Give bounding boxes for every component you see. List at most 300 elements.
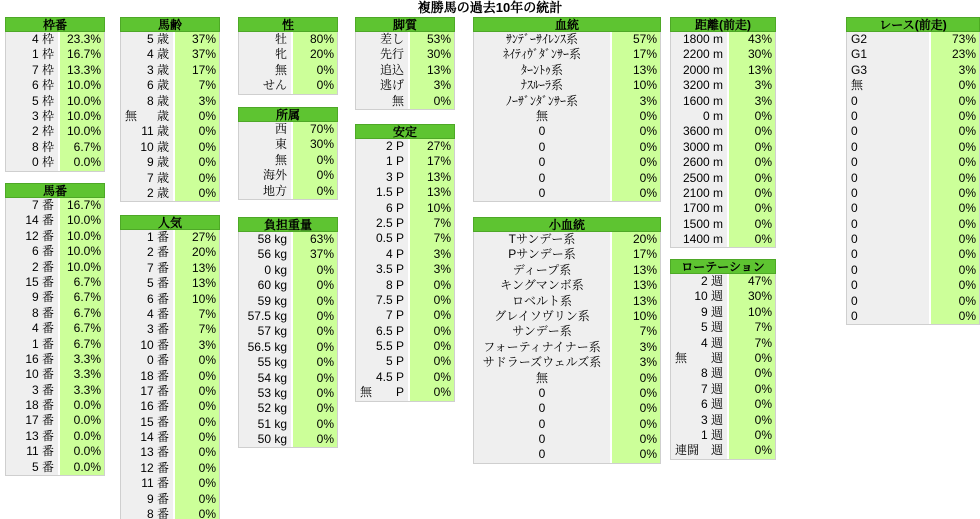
row-label-left: 0 — [851, 293, 858, 308]
row-value: 13% — [612, 278, 660, 293]
row-value: 0% — [175, 109, 219, 124]
stat-row — [671, 47, 775, 62]
stat-row — [121, 109, 219, 124]
row-label-right: 2100 m — [682, 185, 723, 200]
stat-row — [6, 306, 104, 321]
row-value: 0.0% — [60, 444, 104, 459]
row-value: 0% — [612, 371, 660, 386]
row-label — [671, 232, 729, 247]
row-value: 0% — [293, 324, 337, 339]
stat-row — [847, 309, 979, 324]
row-label — [356, 63, 410, 78]
row-label-right: 9 番 — [31, 290, 54, 305]
row-label — [121, 186, 175, 201]
stat-row — [847, 124, 979, 139]
row-label-right: 2 枠 — [31, 124, 54, 139]
table-wakuban — [5, 17, 105, 172]
row-label — [356, 385, 410, 400]
row-value: 0% — [612, 171, 660, 186]
row-label — [671, 443, 729, 458]
row-label-right: 6 番 — [31, 244, 54, 259]
row-label-right: 12 番 — [140, 460, 169, 475]
stat-row — [474, 47, 660, 62]
row-label — [239, 278, 293, 293]
row-label — [847, 109, 931, 124]
row-value: 10.0% — [60, 94, 104, 109]
stat-row — [6, 109, 104, 124]
row-label — [239, 153, 293, 168]
row-label — [356, 354, 410, 369]
row-label-right: 17 番 — [25, 413, 54, 428]
row-label-left: 0 — [851, 124, 858, 139]
page-title: 複勝馬の過去10年の統計 — [417, 0, 563, 15]
row-value: 3.3% — [60, 383, 104, 398]
stat-row — [356, 94, 454, 109]
row-label — [6, 383, 60, 398]
row-value: 0% — [175, 430, 219, 445]
row-label-right: ｻﾝﾃﾞｰｻｲﾚﾝｽ系 — [505, 32, 578, 46]
row-label — [6, 124, 60, 139]
row-label — [356, 170, 410, 185]
row-value: 10.0% — [60, 229, 104, 244]
stat-row — [121, 124, 219, 139]
row-label-right: 牡 — [274, 32, 287, 46]
stat-row — [239, 247, 337, 262]
row-value: 20% — [175, 245, 219, 260]
row-label — [356, 339, 410, 354]
row-label — [121, 399, 175, 414]
row-label-left: 無 — [360, 385, 373, 400]
row-label-right: 0 — [538, 170, 546, 185]
stat-row — [239, 294, 337, 309]
row-label — [121, 47, 175, 62]
row-value: 0% — [729, 397, 775, 412]
stat-row — [6, 140, 104, 155]
stat-row — [671, 171, 775, 186]
row-label — [474, 447, 612, 462]
row-label — [847, 278, 931, 293]
stat-row — [671, 320, 775, 335]
row-value: 13% — [175, 276, 219, 291]
row-label — [474, 371, 612, 386]
row-value: 0% — [293, 309, 337, 324]
stat-row — [121, 461, 219, 476]
row-label-right: 11 歳 — [141, 124, 169, 139]
row-value: 7% — [612, 324, 660, 339]
stat-row — [671, 201, 775, 216]
row-label-right: 追込 — [379, 62, 404, 77]
row-label — [6, 109, 60, 124]
row-value: 0% — [293, 153, 337, 168]
row-value: 0% — [729, 124, 775, 139]
row-value: 13% — [175, 261, 219, 276]
row-label — [671, 47, 729, 62]
stat-row — [6, 429, 104, 444]
row-label — [239, 294, 293, 309]
row-value: 0% — [729, 217, 775, 232]
stat-row — [671, 155, 775, 170]
table-kyakushitsu — [355, 17, 455, 110]
stat-row — [671, 124, 775, 139]
row-value: 3% — [729, 78, 775, 93]
row-value: 0% — [931, 294, 979, 309]
stat-row — [474, 371, 660, 386]
row-label — [671, 63, 729, 78]
row-value: 3.3% — [60, 367, 104, 382]
stat-row — [6, 275, 104, 290]
row-value: 0% — [729, 351, 775, 366]
row-label — [121, 322, 175, 337]
row-label-right: 無 — [274, 62, 287, 77]
row-value: 3.3% — [60, 352, 104, 367]
row-label-right: 6 枠 — [31, 78, 54, 93]
stat-row — [6, 155, 104, 170]
row-label — [671, 397, 729, 412]
row-label — [121, 140, 175, 155]
row-label-right: 4 番 — [31, 321, 54, 336]
row-label-left: 無 — [125, 108, 138, 123]
row-value: 6.7% — [60, 306, 104, 321]
row-label — [121, 78, 175, 93]
row-value: 3% — [410, 262, 454, 277]
row-label-right: 5 番 — [146, 276, 169, 291]
row-label — [671, 32, 729, 47]
row-label-right: 地方 — [262, 183, 287, 198]
row-value: 0% — [931, 201, 979, 216]
stat-row — [474, 324, 660, 339]
row-label — [671, 186, 729, 201]
row-label-left: 0 — [851, 247, 858, 262]
row-label — [239, 63, 293, 78]
stat-row — [121, 507, 219, 519]
stat-row — [671, 289, 775, 304]
row-label-right: 9 番 — [146, 491, 169, 506]
row-label — [239, 371, 293, 386]
row-label-right: 55 kg — [257, 355, 287, 370]
table-body — [238, 232, 338, 448]
row-value: 0.0% — [60, 429, 104, 444]
row-label — [671, 382, 729, 397]
row-label — [121, 476, 175, 491]
row-label-right: 5 P — [385, 354, 404, 369]
row-label — [847, 201, 931, 216]
row-value: 0% — [293, 355, 337, 370]
row-label — [671, 201, 729, 216]
row-label-left: G3 — [851, 62, 868, 77]
row-value: 7% — [410, 216, 454, 231]
row-label — [671, 171, 729, 186]
row-label-right: 50 kg — [257, 432, 287, 447]
row-label — [239, 263, 293, 278]
row-value: 3% — [729, 94, 775, 109]
stat-row — [474, 278, 660, 293]
row-value: 16.7% — [60, 198, 104, 213]
row-value: 53% — [410, 32, 454, 47]
stat-row — [474, 432, 660, 447]
row-value: 0% — [931, 247, 979, 262]
row-label-right: 0 — [538, 416, 546, 431]
stat-row — [121, 47, 219, 62]
row-label — [121, 171, 175, 186]
row-label — [239, 137, 293, 152]
stat-row — [356, 339, 454, 354]
row-label-left: 0 — [851, 201, 858, 216]
table-header-race: レース(前走) — [846, 17, 980, 32]
row-value: 0% — [729, 155, 775, 170]
stat-row — [239, 47, 337, 62]
stat-row — [671, 109, 775, 124]
row-value: 17% — [410, 154, 454, 169]
row-label-right: 1 週 — [700, 427, 723, 442]
row-value: 7% — [410, 231, 454, 246]
stat-row — [121, 63, 219, 78]
stat-row — [356, 385, 454, 400]
stat-row — [239, 63, 337, 78]
row-value: 0% — [175, 140, 219, 155]
row-label — [356, 324, 410, 339]
stat-row — [121, 171, 219, 186]
stat-row — [847, 201, 979, 216]
row-label-right: 週 — [710, 350, 723, 365]
row-label — [6, 63, 60, 78]
row-label — [671, 366, 729, 381]
row-label-right: フォーティナイナー系 — [483, 339, 601, 354]
row-label-right: 12 番 — [25, 228, 54, 243]
row-label-right: 4.5 P — [375, 369, 404, 384]
row-value: 3% — [931, 63, 979, 78]
stat-row — [356, 185, 454, 200]
row-label-right: 7 番 — [31, 198, 54, 212]
row-value: 23% — [931, 47, 979, 62]
stat-row — [121, 445, 219, 460]
stat-row — [239, 432, 337, 447]
stat-row — [474, 447, 660, 462]
row-label-right: P — [395, 385, 404, 400]
row-value: 47% — [729, 274, 775, 289]
stat-row — [6, 460, 104, 475]
stat-row — [6, 229, 104, 244]
row-label-right: 差し — [379, 32, 404, 46]
stat-row — [474, 171, 660, 186]
row-label-right: 4 枠 — [31, 32, 54, 46]
stat-row — [121, 338, 219, 353]
row-value: 10.0% — [60, 124, 104, 139]
row-label — [356, 154, 410, 169]
table-header-wakuban: 枠番 — [5, 17, 105, 32]
row-label — [121, 124, 175, 139]
row-label — [6, 398, 60, 413]
stat-row — [847, 171, 979, 186]
row-label-right: 60 kg — [257, 278, 287, 293]
row-label — [474, 401, 612, 416]
row-value: 10.0% — [60, 244, 104, 259]
row-label-left: 連闘 — [675, 443, 700, 458]
row-value: 13% — [410, 63, 454, 78]
row-value: 0% — [293, 417, 337, 432]
stat-row — [356, 308, 454, 323]
row-label — [6, 260, 60, 275]
row-value: 80% — [293, 32, 337, 47]
table-header-barei: 馬齢 — [120, 17, 220, 32]
row-value: 16.7% — [60, 47, 104, 62]
row-label-right: 3.5 P — [375, 262, 404, 277]
row-label-right: 16 番 — [25, 351, 54, 366]
row-label — [121, 230, 175, 245]
row-value: 0% — [293, 263, 337, 278]
row-label — [121, 109, 175, 124]
stat-row — [121, 415, 219, 430]
row-label — [239, 401, 293, 416]
stat-row — [671, 94, 775, 109]
row-label — [356, 32, 410, 47]
row-label-right: 0 — [538, 447, 546, 462]
row-label-right: 1500 m — [682, 216, 723, 231]
table-body — [238, 122, 338, 200]
row-value: 0% — [931, 263, 979, 278]
row-label-right: 0 — [538, 185, 546, 200]
row-label — [671, 124, 729, 139]
stat-row — [356, 170, 454, 185]
row-value: 0% — [612, 401, 660, 416]
table-sex — [238, 17, 338, 95]
row-label-right: 6 P — [385, 200, 404, 215]
table-antei — [355, 124, 455, 402]
table-header-shozoku: 所属 — [238, 107, 338, 122]
row-label — [847, 232, 931, 247]
row-value: 0% — [931, 278, 979, 293]
stat-row — [356, 47, 454, 62]
row-value: 0% — [175, 476, 219, 491]
stat-row — [121, 230, 219, 245]
stat-row — [6, 337, 104, 352]
row-label — [671, 320, 729, 335]
row-label-left: 0 — [851, 93, 858, 108]
stat-row — [474, 32, 660, 47]
row-value: 3% — [612, 355, 660, 370]
stat-row — [356, 231, 454, 246]
stat-row — [6, 367, 104, 382]
row-label — [474, 94, 612, 109]
stat-row — [671, 232, 775, 247]
row-label-right: ロベルト系 — [511, 293, 572, 308]
row-label — [6, 244, 60, 259]
row-value: 37% — [293, 247, 337, 262]
row-label-right: 1400 m — [682, 232, 723, 247]
row-label — [121, 445, 175, 460]
row-label-right: 56 kg — [257, 247, 287, 262]
stat-row — [121, 140, 219, 155]
row-label-right: 58 kg — [257, 232, 287, 246]
row-label-right: 0 — [538, 139, 546, 154]
row-value: 7% — [175, 307, 219, 322]
row-value: 0% — [175, 384, 219, 399]
stat-row — [6, 290, 104, 305]
row-label — [239, 432, 293, 447]
stat-row — [6, 47, 104, 62]
row-label-right: 無 — [535, 108, 548, 123]
row-label-right: 0 枠 — [31, 155, 54, 170]
stat-row — [121, 430, 219, 445]
row-label-right: 0 番 — [146, 353, 169, 368]
row-label — [6, 306, 60, 321]
table-body — [670, 274, 776, 460]
row-label-right: ﾀｰﾝﾄｩ系 — [520, 62, 563, 77]
row-label — [121, 292, 175, 307]
row-label-left: 0 — [851, 278, 858, 293]
row-label — [121, 32, 175, 47]
row-value: 6.7% — [60, 275, 104, 290]
row-label — [671, 155, 729, 170]
stat-row — [121, 245, 219, 260]
row-label-right: 6.5 P — [375, 323, 404, 338]
stat-row — [474, 155, 660, 170]
row-label — [847, 247, 931, 262]
stat-row — [239, 355, 337, 370]
row-label-right: 2.5 P — [375, 215, 404, 230]
row-label — [474, 417, 612, 432]
row-label — [6, 155, 60, 170]
stat-row — [474, 109, 660, 124]
stat-row — [356, 78, 454, 93]
row-value: 10.0% — [60, 109, 104, 124]
row-label — [847, 186, 931, 201]
stat-row — [474, 294, 660, 309]
stat-row — [847, 247, 979, 262]
row-value: 13% — [612, 263, 660, 278]
row-value: 0% — [612, 447, 660, 462]
row-value: 0% — [931, 124, 979, 139]
row-value: 0% — [410, 293, 454, 308]
row-label-right: 無 — [391, 93, 404, 108]
stat-row — [6, 383, 104, 398]
stat-row — [356, 354, 454, 369]
row-label-right: 東 — [274, 137, 287, 152]
row-value: 13.3% — [60, 63, 104, 78]
table-shoukettou — [473, 217, 661, 464]
stat-row — [6, 213, 104, 228]
row-value: 0% — [293, 278, 337, 293]
row-value: 0% — [410, 94, 454, 109]
row-value: 0% — [729, 428, 775, 443]
row-label — [356, 216, 410, 231]
table-header-weight: 負担重量 — [238, 217, 338, 232]
row-label — [121, 461, 175, 476]
stat-row — [239, 263, 337, 278]
stat-row — [671, 351, 775, 366]
row-label-right: 2 番 — [31, 259, 54, 274]
stat-row — [121, 353, 219, 368]
row-label — [121, 369, 175, 384]
row-label-right: 57.5 kg — [247, 308, 287, 323]
row-value: 0% — [175, 415, 219, 430]
row-value: 13% — [410, 170, 454, 185]
row-label-right: 3000 m — [682, 139, 723, 154]
row-label-right: 9 週 — [700, 304, 723, 319]
row-value: 13% — [729, 63, 775, 78]
row-label — [356, 78, 410, 93]
row-label-right: ﾅｽﾙｰﾗ系 — [520, 78, 563, 93]
stat-row — [6, 352, 104, 367]
row-label-right: 56.5 kg — [247, 339, 287, 354]
row-label — [121, 276, 175, 291]
row-label — [239, 309, 293, 324]
row-label-right: 10 番 — [140, 337, 169, 352]
row-label — [356, 308, 410, 323]
row-label-right: 7 枠 — [31, 62, 54, 77]
stat-row — [239, 122, 337, 137]
row-value: 0% — [293, 294, 337, 309]
row-value: 30% — [410, 47, 454, 62]
